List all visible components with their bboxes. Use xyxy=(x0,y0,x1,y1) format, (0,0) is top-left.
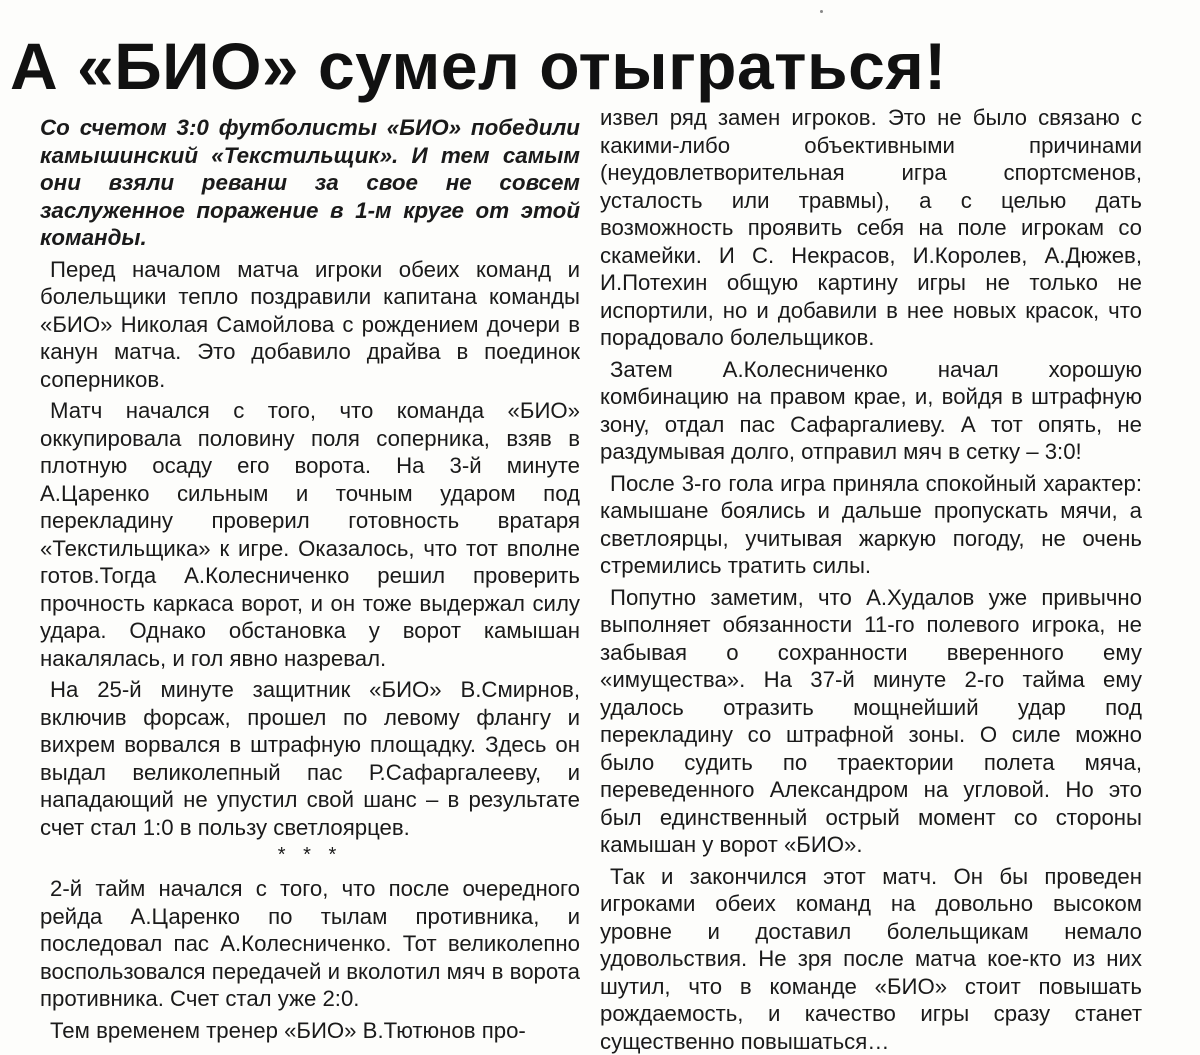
left-column xyxy=(40,114,580,1044)
paragraph: Попутно заметим, что А.Худалов уже привычно выполняет обязанности 11-го полевого игрока, не забывая о сохранности вверенного ему «имущества». На 37-й минуте 2-го тайма ему удалось отразить мощнейший удар под перекладину со штрафной зоны. О силе можно было судить по траектории полета мяча, переведенного Александром на угловой. Но это был единственный острый момент со стороны камышан у ворот «БИО». xyxy=(600,584,1142,859)
right-column xyxy=(600,104,1142,1055)
paragraph: После 3-го гола игра приняла спокойный характер: камышане боялись и дальше пропускать мячи, а светлоярцы, учитывая жаркую погоду, не очень стремились тратить силы. xyxy=(600,470,1142,580)
section-separator: * * * xyxy=(40,843,580,867)
article-headline: А «БИО» сумел отыграться! xyxy=(10,26,1190,106)
article-lead: Со счетом 3:0 футболисты «БИО» победили камышинский «Текстильщик». И тем самым они взяли реванш за свое не совсем заслуженное поражение в 1-м круге от этой команды. xyxy=(40,114,580,252)
paragraph: Перед началом матча игроки обеих команд и болельщики тепло поздравили капитана команды «БИО» Николая Самойлова с рождением дочери в канун матча. Это добавило драйва в поединок соперников. xyxy=(40,256,580,394)
paragraph: Матч начался с того, что команда «БИО» оккупировала половину поля соперника, взяв в плотную осаду его ворота. На 3-й минуте А.Царенко сильным и точным ударом под перекладину проверил готовность вратаря «Текстильщика» к игре. Оказалось, что тот вполне готов.Тогда А.Колесниченко решил проверить прочность каркаса ворот, и он тоже выдержал силу удара. Однако обстановка у ворот камышан накалялась, и гол явно назревал. xyxy=(40,397,580,672)
paragraph: 2-й тайм начался с того, что после очередного рейда А.Царенко по тылам противника, и последовал пас А.Колесниченко. Тот великолепно воспользовался передачей и вколотил мяч в ворота противника. Счет стал уже 2:0. xyxy=(40,875,580,1013)
paragraph: Затем А.Колесниченко начал хорошую комбинацию на правом крае, и, войдя в штрафную зону, отдал пас Сафаргалиеву. А тот опять, не раздумывая долго, отправил мяч в сетку – 3:0! xyxy=(600,356,1142,466)
paragraph: извел ряд замен игроков. Это не было связано с какими-либо объективными причинами (неудовлетворительная игра спортсменов, усталость или травмы), а с целью дать возможность проявить себя на поле игрокам со скамейки. И С. Некрасов, И.Королев, А.Дюжев, И.Потехин общую картину игры не только не испортили, но и добавили в нее новых красок, что порадовало болельщиков. xyxy=(600,104,1142,352)
paragraph: На 25-й минуте защитник «БИО» В.Смирнов, включив форсаж, прошел по левому флангу и вихрем ворвался в штрафную площадку. Здесь он выдал великолепный пас Р.Сафаргалееву, и нападающий не упустил свой шанс – в результате счет стал 1:0 в пользу светлоярцев. xyxy=(40,676,580,841)
print-speck xyxy=(820,10,823,13)
paragraph: Так и закончился этот матч. Он бы проведен игроками обеих команд на довольно высоком уровне и доставил болельщикам немало удовольствия. Не зря после матча кое-кто из них шутил, что в команде «БИО» стоит повышать рождаемость, и качество игры сразу станет существенно повышаться… xyxy=(600,863,1142,1055)
paragraph: Тем временем тренер «БИО» В.Тютюнов про- xyxy=(40,1017,580,1045)
